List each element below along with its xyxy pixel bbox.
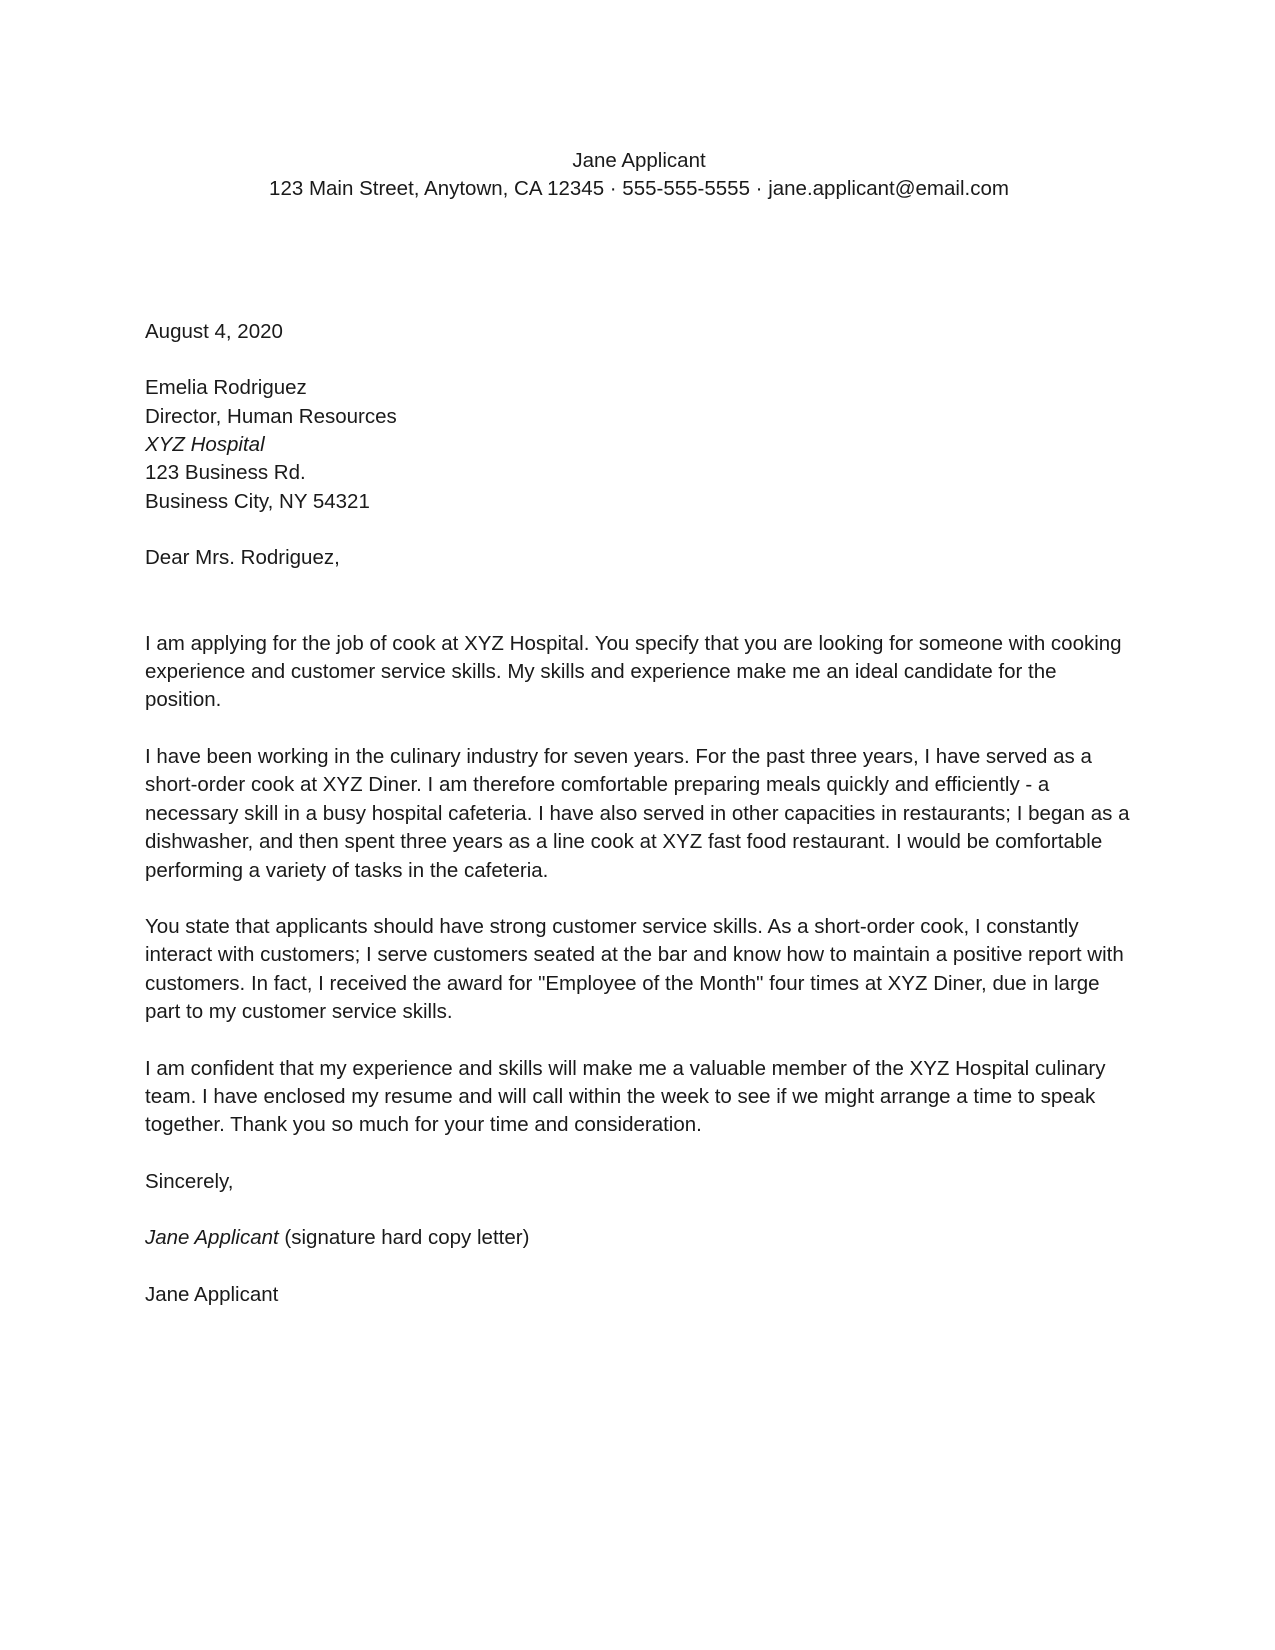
recipient-company: XYZ Hospital (145, 433, 265, 457)
recipient-title: Director, Human Resources (145, 404, 397, 428)
sender-contact-line: 123 Main Street, Anytown, CA 12345 · 555-555-5555 · jane.applicant@email.com (269, 177, 1009, 201)
body-paragraph-customer-service: You state that applicants should have strong customer service skills. As a short-order cook, I constantly interact with customers; I serve customers seated at the bar and know how to maintain a positive report with customers. In fact, I received the award for "Employee of the Month" four times at XYZ Diner, due in large part to my customer service skills. (145, 914, 1124, 1024)
recipient-name: Emelia Rodriguez (145, 376, 307, 400)
signature-line (145, 1224, 1133, 1252)
sender-name: Jane Applicant (572, 149, 706, 172)
typed-name: Jane Applicant (145, 1282, 279, 1306)
closing: Sincerely, (145, 1169, 234, 1193)
signature-annotation: (signature hard copy letter) (278, 1226, 530, 1250)
recipient-block (145, 374, 1133, 516)
letter-header (145, 147, 1133, 204)
body-paragraph-experience: I have been working in the culinary industry for seven years. For the past three years, I have served as a short-order cook at XYZ Diner. I am therefore comfortable preparing meals quickly and efficiently - a necessary skill in a busy hospital cafeteria. I have also served in other capacities in restaurants; I began as a dishwasher, and then spent three years as a line cook at XYZ fast food restaurant. I would be comfortable performing a variety of tasks in the cafeteria. (145, 744, 1130, 882)
letter-body (145, 630, 1133, 1140)
signature-name-italic: Jane Applicant (145, 1226, 279, 1250)
letter-date: August 4, 2020 (145, 319, 283, 343)
recipient-city-state-zip: Business City, NY 54321 (145, 489, 370, 513)
salutation: Dear Mrs. Rodriguez, (145, 546, 340, 570)
recipient-street: 123 Business Rd. (145, 461, 306, 485)
body-paragraph-conclusion: I am confident that my experience and skills will make me a valuable member of the XYZ Hospital culinary team. I have enclosed my resume and will call within the week to see if we might arrange a time to speak together. Thank you so much for your time and consideration. (145, 1056, 1106, 1137)
body-paragraph-intro: I am applying for the job of cook at XYZ Hospital. You specify that you are looking for someone with cooking experience and customer service skills. My skills and experience make me an ideal candidate for the position. (145, 631, 1122, 712)
